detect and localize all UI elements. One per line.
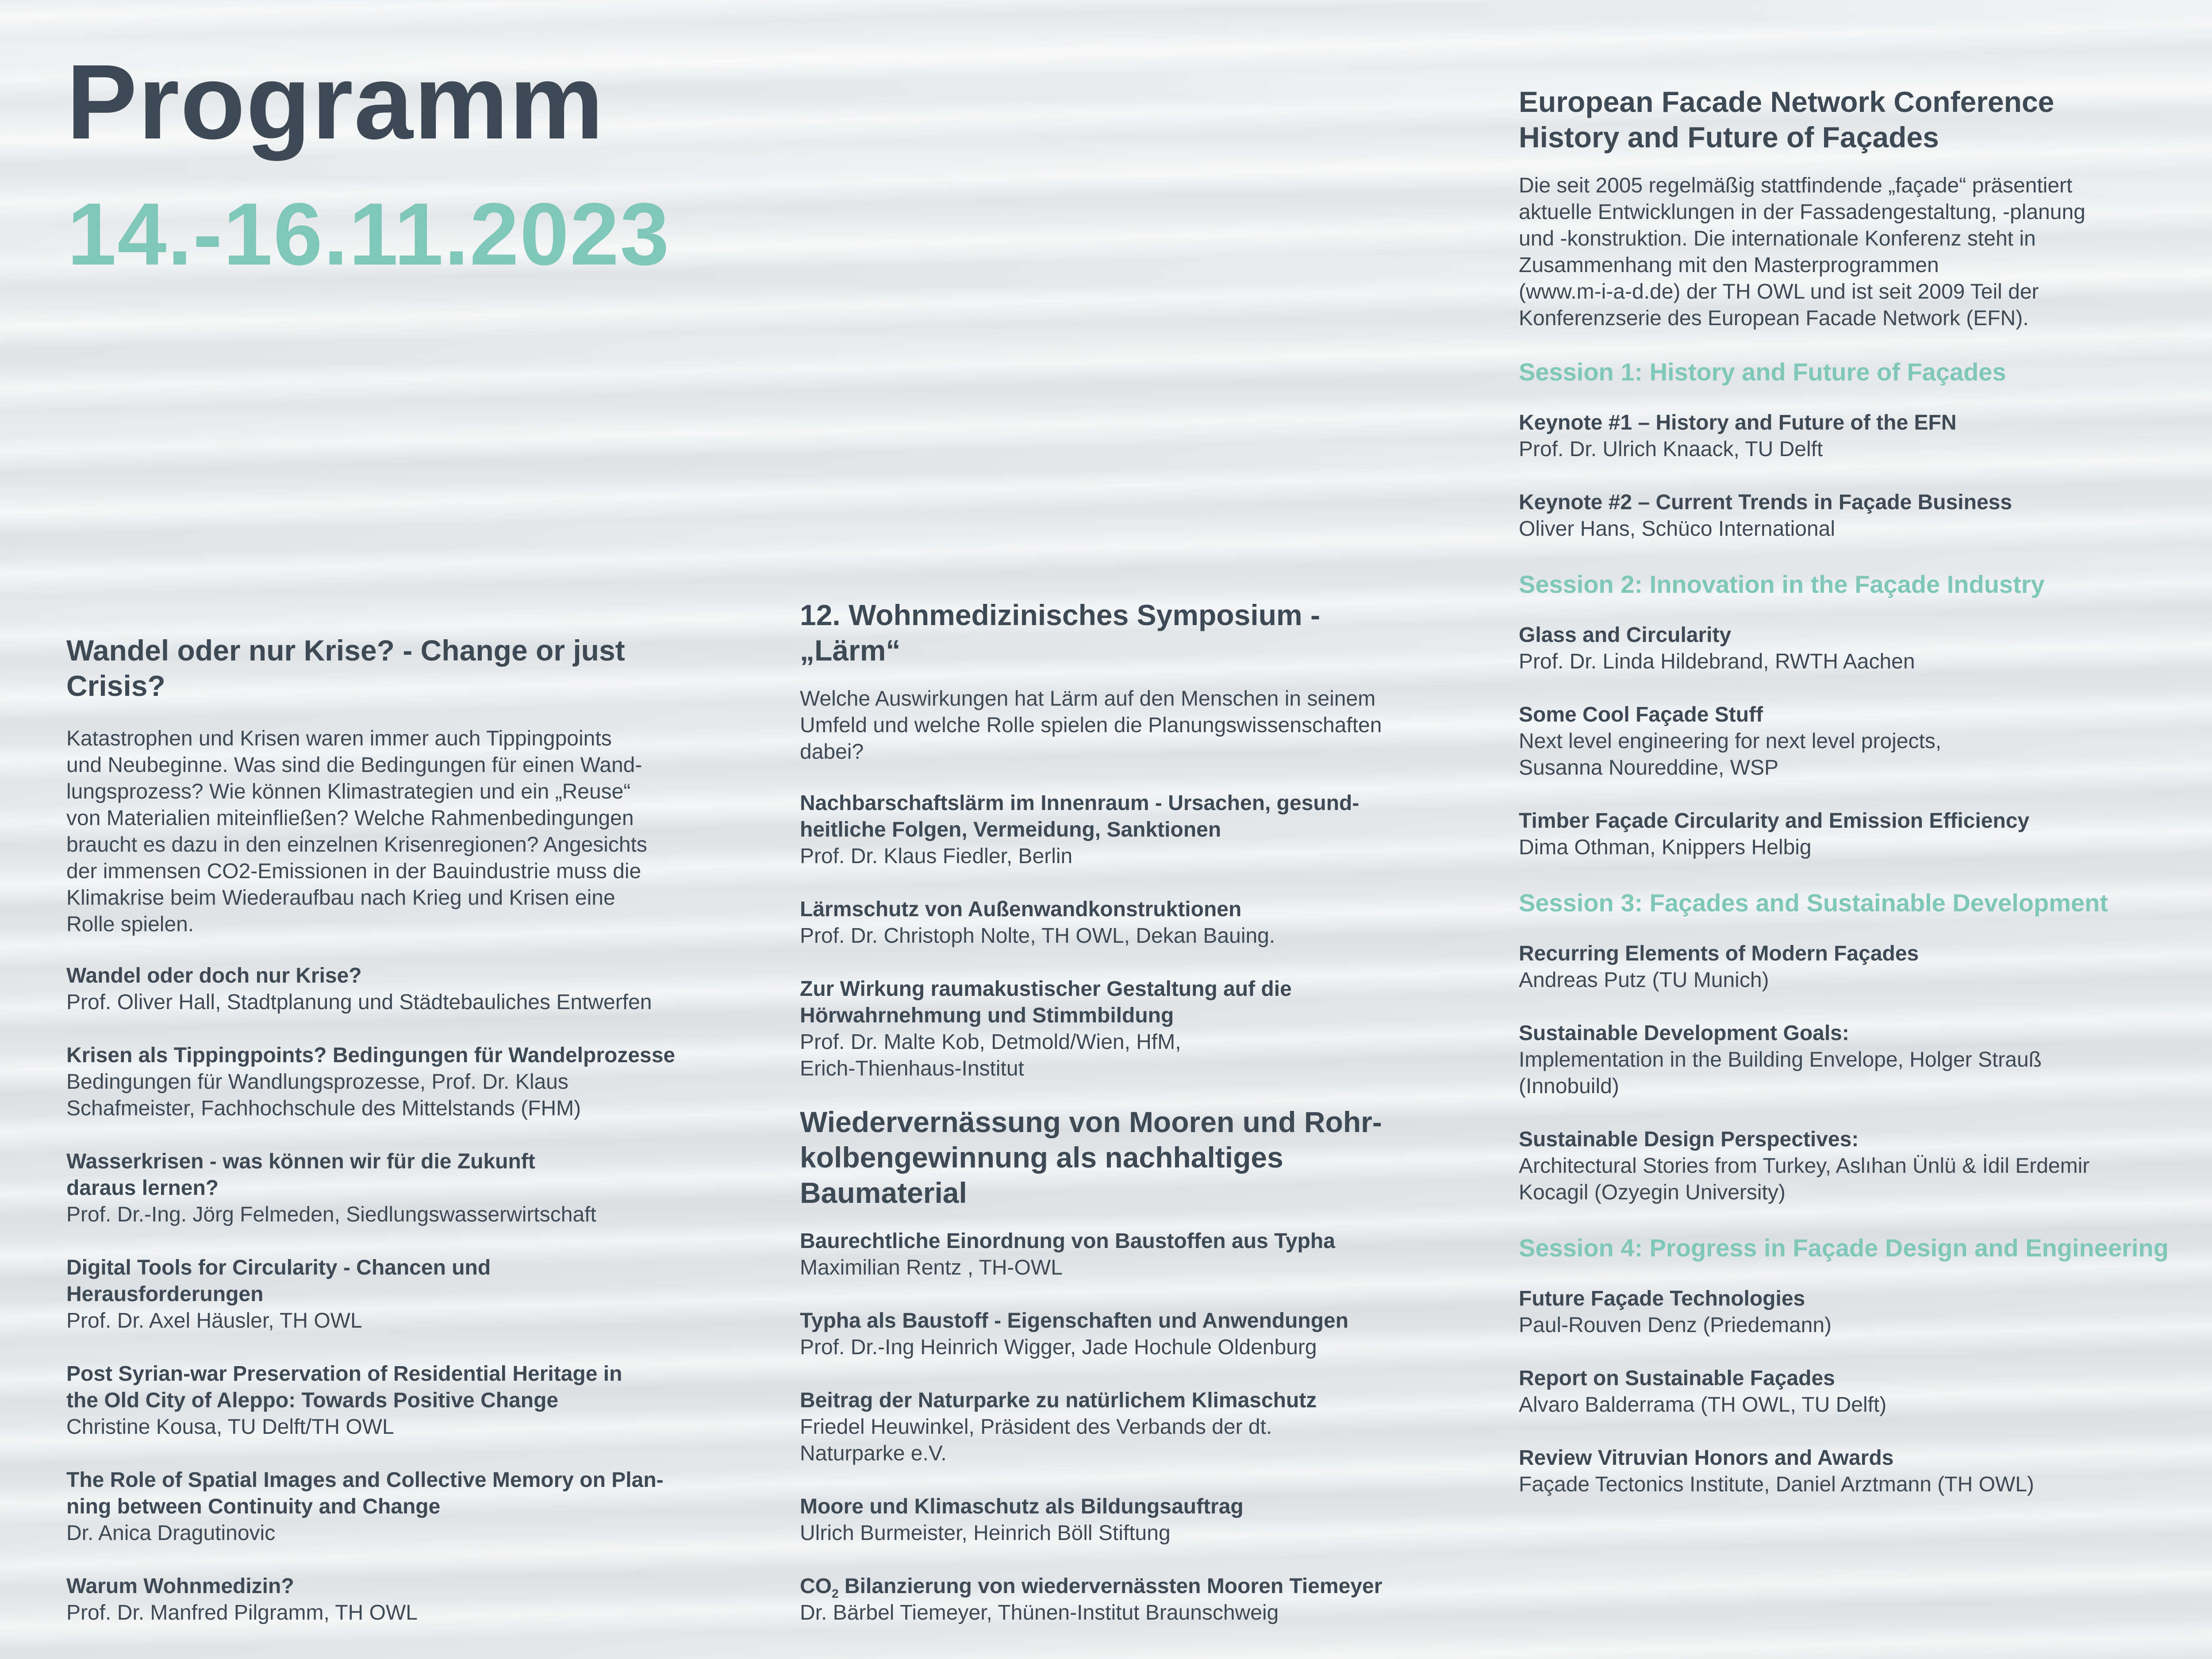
conference-title (1519, 84, 2182, 155)
text-line: the Old City of Aleppo: Towards Positive Change (66, 1389, 559, 1412)
talk-speaker (1519, 516, 2182, 542)
section-heading-crisis: Wandel oder nur Krise? - Change or just Crisis? (66, 634, 625, 702)
talk-title (1519, 489, 2182, 516)
talk-title (800, 1308, 1441, 1334)
text-line: Beitrag der Naturparke zu natürlichem Klimaschutz (800, 1389, 1317, 1412)
text-line: Erich-Thienhaus-Institut (800, 1057, 1024, 1080)
text-line: Die seit 2005 regelmäßig stattfindende „façade“ präsentiert (1519, 174, 2073, 197)
text-line: Dr. Anica Dragutinovic (66, 1521, 276, 1545)
text-line: Andreas Putz (TU Munich) (1519, 968, 1769, 992)
session-block (1519, 887, 2182, 1206)
text-line: Konferenzserie des European Facade Network (EFN). (1519, 307, 2029, 330)
text-line: Digital Tools for Circularity - Chancen und (66, 1256, 491, 1279)
text-line: Glass and Circularity (1519, 623, 1732, 647)
talk-speaker (66, 989, 708, 1016)
talk-list-crisis (66, 963, 708, 1626)
talk-item (800, 1387, 1441, 1467)
session-title: Session 3: Façades and Sustainable Development (1519, 889, 2108, 917)
talk-speaker (1519, 834, 2182, 861)
event-date: 14.-16.11.2023 (67, 185, 670, 284)
text-line: Maximilian Rentz , TH-OWL (800, 1256, 1063, 1279)
session-title: Session 2: Innovation in the Façade Industry (1519, 570, 2045, 598)
text-line: Review Vitruvian Honors and Awards (1519, 1446, 1894, 1470)
talk-speaker (1519, 1471, 2182, 1498)
text-line: Umfeld und welche Rolle spielen die Planungswissenschaften (800, 714, 1382, 737)
column-efn-conference (1519, 84, 2182, 1525)
talk-speaker (66, 1069, 708, 1122)
text-line: Friedel Heuwinkel, Präsident des Verbands der dt. (800, 1415, 1272, 1439)
talk-title (800, 1494, 1441, 1520)
talk-item (800, 896, 1441, 949)
talk-speaker (800, 1414, 1441, 1467)
column-symposium (800, 597, 1441, 1653)
text-line: Oliver Hans, Schüco International (1519, 517, 1836, 541)
text-line: Prof. Dr. Malte Kob, Detmold/Wien, HfM, (800, 1030, 1181, 1054)
text-line: Prof. Dr. Christoph Nolte, TH OWL, Dekan Bauing. (800, 924, 1275, 948)
text-line: Future Façade Technologies (1519, 1287, 1805, 1310)
text-line: Hörwahrnehmung und Stimmbildung (800, 1004, 1174, 1027)
talk-item (1519, 702, 2182, 781)
text-line: Schafmeister, Fachhochschule des Mittelstands (FHM) (66, 1097, 581, 1120)
talk-title (1519, 1365, 2182, 1392)
session-block (1519, 569, 2182, 861)
text-line: Alvaro Balderrama (TH OWL, TU Delft) (1519, 1393, 1887, 1417)
text-line: der immensen CO2-Emissionen in der Bauindustrie muss die (66, 860, 641, 883)
text-line: Ulrich Burmeister, Heinrich Böll Stiftung (800, 1521, 1171, 1545)
text-line: Implementation in the Building Envelope, Holger Strauß (1519, 1048, 2042, 1071)
text-line: ning between Continuity and Change (66, 1495, 441, 1518)
talk-speaker (1519, 1392, 2182, 1418)
talk-speaker (800, 923, 1441, 949)
talk-item (66, 1467, 708, 1547)
text-line: 12. Wohnmedizinisches Symposium - (800, 599, 1321, 631)
talk-item (1519, 489, 2182, 542)
text-line: Wiedervernässung von Mooren und Rohr- (800, 1106, 1382, 1138)
text-line: Nachbarschaftslärm im Innenraum - Ursachen, gesund- (800, 791, 1359, 815)
text-line: daraus lernen? (66, 1176, 219, 1200)
talk-speaker (800, 1029, 1441, 1082)
talk-item (800, 976, 1441, 1082)
text-line: Susanna Noureddine, WSP (1519, 756, 1779, 780)
talk-title (66, 1148, 708, 1202)
text-line: Warum Wohnmedizin? (66, 1575, 294, 1598)
talk-item (66, 1573, 708, 1626)
text-line: Prof. Dr.-Ing. Jörg Felmeden, Siedlungswasserwirtschaft (66, 1203, 596, 1226)
session-title: Session 4: Progress in Façade Design and Engineering (1519, 1234, 2169, 1262)
talk-item (1519, 1020, 2182, 1100)
section-heading-symposium (800, 597, 1441, 668)
talk-title (66, 1042, 708, 1069)
section-heading-moore (800, 1104, 1441, 1210)
talk-speaker (800, 1520, 1441, 1547)
talk-item (800, 790, 1441, 870)
talk-item (1519, 1286, 2182, 1339)
talk-title (800, 1387, 1441, 1414)
talk-title: $CO_2$ Bilanzierung von wiedervernässten Mooren Tiemeyer (800, 1575, 1382, 1601)
talk-speaker (1519, 649, 2182, 675)
talk-title (1519, 1445, 2182, 1471)
text-line: dabei? (800, 740, 864, 764)
talk-item (800, 1228, 1441, 1281)
talk-item (1519, 1365, 2182, 1418)
talk-title (1519, 941, 2182, 967)
column-crisis (66, 633, 708, 1653)
text-line: lungsprozess? Wie können Klimastrategien und ein „Reuse“ (66, 780, 631, 803)
text-line: Report on Sustainable Façades (1519, 1367, 1835, 1390)
talk-title (66, 1255, 708, 1308)
text-line: Next level engineering for next level projects, (1519, 730, 1942, 753)
text-line: Wandel oder doch nur Krise? (66, 964, 362, 987)
text-line: European Facade Network Conference (1519, 85, 2055, 118)
session-list (1519, 357, 2182, 1498)
talk-speaker: Dr. Bärbel Tiemeyer, Thünen-Institut Braunschweig (800, 1601, 1279, 1624)
talk-title (800, 896, 1441, 923)
text-line: kolbengewinnung als nachhaltiges Baumaterial (800, 1141, 1283, 1209)
talk-title (1519, 1126, 2182, 1153)
intro-conference (1519, 173, 2182, 332)
talk-title (66, 1467, 708, 1520)
text-line: (www.m-i-a-d.de) der TH OWL und ist seit 2009 Teil der (1519, 280, 2039, 303)
text-line: Klimakrise beim Wiederaufbau nach Krieg und Krisen eine (66, 886, 615, 910)
text-line: Architectural Stories from Turkey, Aslıhan Ünlü & İdil Erdemir (1519, 1154, 2090, 1178)
text-line: Christine Kousa, TU Delft/TH OWL (66, 1415, 394, 1439)
session-block (1519, 1233, 2182, 1498)
text-line: Sustainable Development Goals: (1519, 1022, 1849, 1045)
talk-item (66, 1148, 708, 1228)
talk-speaker (66, 1308, 708, 1334)
text-line: History and Future of Façades (1519, 121, 1939, 154)
text-line: und Neubeginne. Was sind die Bedingungen für einen Wand- (66, 753, 642, 777)
text-line: Moore und Klimaschutz als Bildungsauftrag (800, 1495, 1244, 1518)
talk-speaker (800, 843, 1441, 870)
text-line: Prof. Dr.-Ing Heinrich Wigger, Jade Hochule Oldenburg (800, 1336, 1317, 1359)
text-line: Bedingungen für Wandlungsprozesse, Prof. Dr. Klaus (66, 1070, 568, 1094)
talk-item (1519, 1126, 2182, 1206)
text-line: von Materialien miteinfließen? Welche Rahmenbedingungen (66, 806, 634, 830)
talk-item (1519, 808, 2182, 861)
talk-item (1519, 1445, 2182, 1498)
talk-speaker (1519, 1047, 2182, 1100)
text-line: Krisen als Tippingpoints? Bedingungen für Wandelprozesse (66, 1044, 676, 1067)
talk-title (800, 1228, 1441, 1255)
text-line: Post Syrian-war Preservation of Residential Heritage in (66, 1362, 622, 1386)
text-line: Prof. Oliver Hall, Stadtplanung und Städtebauliches Entwerfen (66, 991, 652, 1014)
text-line: braucht es dazu in den einzelnen Krisenregionen? Angesichts (66, 833, 647, 856)
text-line: Prof. Dr. Ulrich Knaack, TU Delft (1519, 438, 1823, 461)
talk-item (1519, 622, 2182, 675)
talk-speaker (66, 1520, 708, 1547)
talk-title (1519, 702, 2182, 728)
text-line: Prof. Dr. Axel Häusler, TH OWL (66, 1309, 362, 1333)
talk-item (800, 1494, 1441, 1547)
text-line: Sustainable Design Perspectives: (1519, 1128, 1859, 1151)
text-line: aktuelle Entwicklungen in der Fassadengestaltung, -planung (1519, 200, 2085, 224)
text-line: Recurring Elements of Modern Façades (1519, 942, 1919, 965)
text-line: Prof. Dr. Linda Hildebrand, RWTH Aachen (1519, 650, 1915, 673)
text-line: Some Cool Façade Stuff (1519, 703, 1763, 726)
talk-speaker (1519, 436, 2182, 463)
text-line: Prof. Dr. Klaus Fiedler, Berlin (800, 845, 1073, 868)
text-line: Herausforderungen (66, 1283, 264, 1306)
page-title: Programm (66, 42, 605, 161)
talk-speaker (1519, 728, 2182, 781)
talk-speaker (800, 1334, 1441, 1361)
text-line: Paul-Rouven Denz (Priedemann) (1519, 1313, 1832, 1337)
talk-item (66, 1255, 708, 1334)
text-line: Keynote #2 – Current Trends in Façade Business (1519, 491, 2012, 514)
talk-speaker (1519, 1312, 2182, 1339)
talk-item (66, 1042, 708, 1122)
intro-crisis (66, 726, 708, 938)
talk-speaker (1519, 1153, 2182, 1206)
text-line: „Lärm“ (800, 634, 901, 667)
talk-item (1519, 941, 2182, 994)
text-line: Katastrophen und Krisen waren immer auch Tippingpoints (66, 727, 612, 750)
talk-title (1519, 808, 2182, 834)
text-line: Lärmschutz von Außenwandkonstruktionen (800, 898, 1242, 921)
talk-item (66, 963, 708, 1016)
text-line: Keynote #1 – History and Future of the EFN (1519, 411, 1957, 434)
talk-item (66, 1361, 708, 1440)
text-line: Baurechtliche Einordnung von Baustoffen aus Typha (800, 1229, 1335, 1253)
talk-speaker (66, 1202, 708, 1228)
talk-title (1519, 622, 2182, 649)
text-line: Prof. Dr. Manfred Pilgramm, TH OWL (66, 1601, 418, 1624)
talk-title (66, 963, 708, 989)
talk-item-co2 (800, 1573, 1441, 1626)
talk-title (800, 790, 1441, 843)
text-line: The Role of Spatial Images and Collective Memory on Plan- (66, 1468, 664, 1492)
text-line: Zusammenhang mit den Masterprogrammen (1519, 253, 1939, 277)
talk-speaker (1519, 967, 2182, 994)
talk-speaker (66, 1600, 708, 1626)
text-line: heitliche Folgen, Vermeidung, Sanktionen (800, 818, 1221, 841)
talk-title (66, 1361, 708, 1414)
text-line: Rolle spielen. (66, 913, 194, 936)
talk-title (1519, 410, 2182, 436)
talk-item (1519, 410, 2182, 463)
talk-speaker (800, 1255, 1441, 1281)
talk-list-symposium (800, 790, 1441, 1082)
talk-item (800, 1308, 1441, 1361)
text-line: Façade Tectonics Institute, Daniel Arztmann (TH OWL) (1519, 1473, 2034, 1496)
text-line: Naturparke e.V. (800, 1442, 947, 1465)
text-line: und -konstruktion. Die internationale Konferenz steht in (1519, 227, 2036, 250)
text-line: Timber Façade Circularity and Emission Efficiency (1519, 809, 2030, 833)
intro-symposium (800, 686, 1441, 765)
text-line: Welche Auswirkungen hat Lärm auf den Menschen in seinem (800, 687, 1376, 710)
talk-list-moore (800, 1228, 1441, 1547)
text-line: (Innobuild) (1519, 1075, 1619, 1098)
text-line: Kocagil (Ozyegin University) (1519, 1181, 1786, 1204)
session-title: Session 1: History and Future of Façades (1519, 358, 2006, 386)
text-line: Typha als Baustoff - Eigenschaften und Anwendungen (800, 1309, 1349, 1333)
talk-title (66, 1573, 708, 1600)
talk-title (1519, 1020, 2182, 1047)
talk-speaker (66, 1414, 708, 1440)
talk-title (800, 976, 1441, 1029)
text-line: Wasserkrisen - was können wir für die Zukunft (66, 1150, 535, 1173)
text-line: Dima Othman, Knippers Helbig (1519, 836, 1812, 859)
session-block (1519, 357, 2182, 542)
text-line: Zur Wirkung raumakustischer Gestaltung auf die (800, 977, 1292, 1001)
talk-title (1519, 1286, 2182, 1312)
